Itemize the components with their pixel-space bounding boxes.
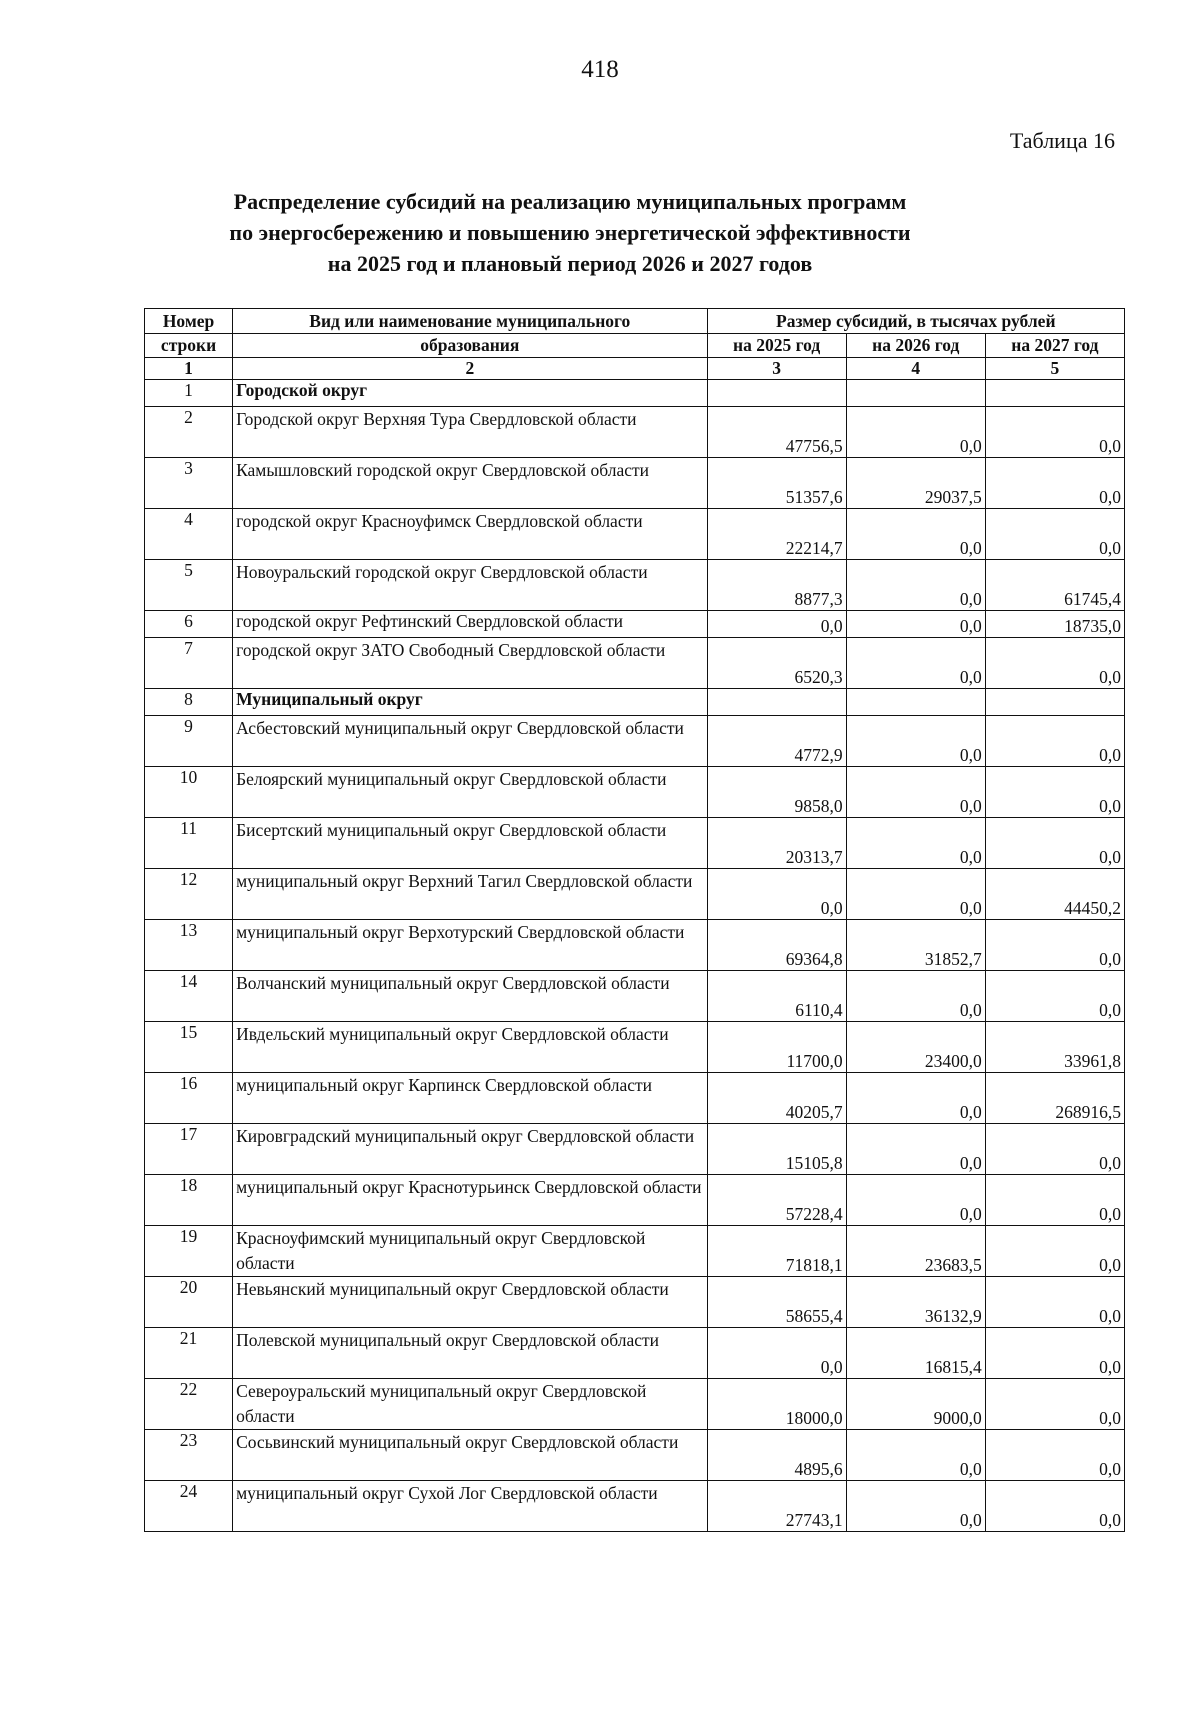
amount-2027: 0,0 [985,1328,1124,1379]
amount-2026: 0,0 [846,818,985,869]
amount-2027: 33961,8 [985,1022,1124,1073]
municipality-name: Бисертский муниципальный округ Свердловской области [233,818,707,869]
amount-2027: 0,0 [985,1175,1124,1226]
amount-2026: 0,0 [846,509,985,560]
amount-2026: 36132,9 [846,1277,985,1328]
table-row [145,458,1125,509]
table-row [145,818,1125,869]
column-index: 2 [233,358,707,380]
table-row [145,1073,1125,1124]
row-number: 23 [145,1430,233,1481]
amount-2027 [985,380,1124,407]
row-number: 10 [145,767,233,818]
title-line: Распределение субсидий на реализацию муниципальных программ [233,189,907,214]
row-number: 9 [145,716,233,767]
amount-2025: 4895,6 [707,1430,846,1481]
title-line: на 2025 год и плановый период 2026 и 2027 годов [327,251,813,276]
amount-2027: 0,0 [985,971,1124,1022]
column-index: 4 [846,358,985,380]
header-year-2027: на 2027 год [985,334,1124,358]
row-number: 22 [145,1379,233,1430]
amount-2027: 0,0 [985,767,1124,818]
municipality-name: Городской округ [233,380,707,407]
amount-2026 [846,380,985,407]
amount-2026: 0,0 [846,638,985,689]
municipality-name: Новоуральский городской округ Свердловской области [233,560,707,611]
amount-2026: 0,0 [846,869,985,920]
subsidy-table [144,308,1125,1532]
amount-2026: 0,0 [846,611,985,638]
amount-2027: 44450,2 [985,869,1124,920]
amount-2027 [985,689,1124,716]
amount-2026: 0,0 [846,1073,985,1124]
table-row [145,1226,1125,1277]
document-title [150,186,990,279]
amount-2025: 58655,4 [707,1277,846,1328]
municipality-name: Муниципальный округ [233,689,707,716]
page-number: 418 [581,56,619,83]
table-row [145,1022,1125,1073]
amount-2027: 0,0 [985,1124,1124,1175]
amount-2027: 0,0 [985,1277,1124,1328]
table-row [145,407,1125,458]
row-number: 21 [145,1328,233,1379]
amount-2025: 6110,4 [707,971,846,1022]
municipality-name: Белоярский муниципальный округ Свердловской области [233,767,707,818]
amount-2027: 0,0 [985,509,1124,560]
row-number: 7 [145,638,233,689]
amount-2025: 71818,1 [707,1226,846,1277]
amount-2025: 18000,0 [707,1379,846,1430]
amount-2025: 40205,7 [707,1073,846,1124]
row-number: 20 [145,1277,233,1328]
amount-2025: 15105,8 [707,1124,846,1175]
header-name-2: образования [233,334,707,358]
municipality-name: Североуральский муниципальный округ Свердловской области [233,1379,707,1430]
municipality-name: Городской округ Верхняя Тура Свердловской области [233,407,707,458]
amount-2027: 0,0 [985,1481,1124,1532]
table-row [145,920,1125,971]
table-row [145,1481,1125,1532]
amount-2025: 47756,5 [707,407,846,458]
amount-2026: 0,0 [846,407,985,458]
amount-2025: 4772,9 [707,716,846,767]
table-row [145,767,1125,818]
municipality-name: Камышловский городской округ Свердловской области [233,458,707,509]
amount-2025: 51357,6 [707,458,846,509]
amount-2026: 0,0 [846,716,985,767]
row-number: 19 [145,1226,233,1277]
amount-2025: 9858,0 [707,767,846,818]
amount-2026: 0,0 [846,1430,985,1481]
amount-2027: 18735,0 [985,611,1124,638]
municipality-name: Невьянский муниципальный округ Свердловской области [233,1277,707,1328]
table-row [145,971,1125,1022]
header-year-2025: на 2025 год [707,334,846,358]
municipality-name: муниципальный округ Сухой Лог Свердловской области [233,1481,707,1532]
row-number: 4 [145,509,233,560]
row-number: 12 [145,869,233,920]
municipality-name: Кировградский муниципальный округ Свердловской области [233,1124,707,1175]
row-number: 5 [145,560,233,611]
header-amount-group: Размер субсидий, в тысячах рублей [707,309,1124,334]
column-index: 3 [707,358,846,380]
column-index: 1 [145,358,233,380]
amount-2027: 0,0 [985,1430,1124,1481]
amount-2026: 0,0 [846,1481,985,1532]
amount-2026: 31852,7 [846,920,985,971]
row-number: 3 [145,458,233,509]
amount-2025 [707,689,846,716]
amount-2027: 0,0 [985,458,1124,509]
amount-2025: 8877,3 [707,560,846,611]
row-number: 18 [145,1175,233,1226]
amount-2027: 0,0 [985,638,1124,689]
municipality-name: муниципальный округ Верхний Тагил Свердловской области [233,869,707,920]
amount-2027: 0,0 [985,818,1124,869]
row-number: 2 [145,407,233,458]
row-number: 13 [145,920,233,971]
table-row [145,560,1125,611]
row-number: 17 [145,1124,233,1175]
amount-2027: 0,0 [985,1226,1124,1277]
row-number: 11 [145,818,233,869]
table-row [145,1430,1125,1481]
amount-2025: 27743,1 [707,1481,846,1532]
amount-2026: 9000,0 [846,1379,985,1430]
amount-2025: 0,0 [707,611,846,638]
table-row [145,869,1125,920]
amount-2027: 0,0 [985,407,1124,458]
amount-2025: 20313,7 [707,818,846,869]
amount-2025: 0,0 [707,1328,846,1379]
municipality-name: Волчанский муниципальный округ Свердловской области [233,971,707,1022]
row-number: 24 [145,1481,233,1532]
title-line: по энергосбережению и повышению энергетической эффективности [229,220,911,245]
amount-2027: 0,0 [985,716,1124,767]
row-number: 14 [145,971,233,1022]
table-row [145,716,1125,767]
amount-2026: 23400,0 [846,1022,985,1073]
table-row [145,1277,1125,1328]
row-number: 6 [145,611,233,638]
municipality-name: Полевской муниципальный округ Свердловской области [233,1328,707,1379]
section-row [145,689,1125,716]
amount-2026: 29037,5 [846,458,985,509]
amount-2026: 0,0 [846,767,985,818]
amount-2027: 61745,4 [985,560,1124,611]
amount-2026: 0,0 [846,971,985,1022]
table-row [145,1124,1125,1175]
municipality-name: муниципальный округ Верхотурский Свердловской области [233,920,707,971]
amount-2025: 22214,7 [707,509,846,560]
row-number: 8 [145,689,233,716]
amount-2026: 0,0 [846,560,985,611]
row-number: 16 [145,1073,233,1124]
amount-2027: 0,0 [985,1379,1124,1430]
header-row-number-2: строки [145,334,233,358]
municipality-name: городской округ Рефтинский Свердловской области [233,611,707,638]
section-row [145,380,1125,407]
municipality-name: Асбестовский муниципальный округ Свердловской области [233,716,707,767]
amount-2027: 268916,5 [985,1073,1124,1124]
municipality-name: Красноуфимский муниципальный округ Свердловской области [233,1226,707,1277]
table-row [145,1328,1125,1379]
municipality-name: городской округ ЗАТО Свободный Свердловской области [233,638,707,689]
municipality-name: муниципальный округ Краснотурьинск Свердловской области [233,1175,707,1226]
amount-2026: 16815,4 [846,1328,985,1379]
amount-2026 [846,689,985,716]
table-row [145,1379,1125,1430]
municipality-name: Ивдельский муниципальный округ Свердловской области [233,1022,707,1073]
header-name-1: Вид или наименование муниципального [233,309,707,334]
municipality-name: муниципальный округ Карпинск Свердловской области [233,1073,707,1124]
amount-2025: 6520,3 [707,638,846,689]
municipality-name: Сосьвинский муниципальный округ Свердловской области [233,1430,707,1481]
column-index: 5 [985,358,1124,380]
municipality-name: городской округ Красноуфимск Свердловской области [233,509,707,560]
table-row [145,1175,1125,1226]
amount-2026: 0,0 [846,1124,985,1175]
amount-2025: 0,0 [707,869,846,920]
amount-2025: 57228,4 [707,1175,846,1226]
header-row-number-1: Номер [145,309,233,334]
table-row [145,509,1125,560]
amount-2027: 0,0 [985,920,1124,971]
table-row [145,611,1125,638]
header-year-2026: на 2026 год [846,334,985,358]
amount-2025: 69364,8 [707,920,846,971]
table-row [145,638,1125,689]
amount-2026: 0,0 [846,1175,985,1226]
amount-2025 [707,380,846,407]
amount-2026: 23683,5 [846,1226,985,1277]
row-number: 1 [145,380,233,407]
amount-2025: 11700,0 [707,1022,846,1073]
table-label: Таблица 16 [1009,128,1115,153]
table-body [145,380,1125,1532]
row-number: 15 [145,1022,233,1073]
